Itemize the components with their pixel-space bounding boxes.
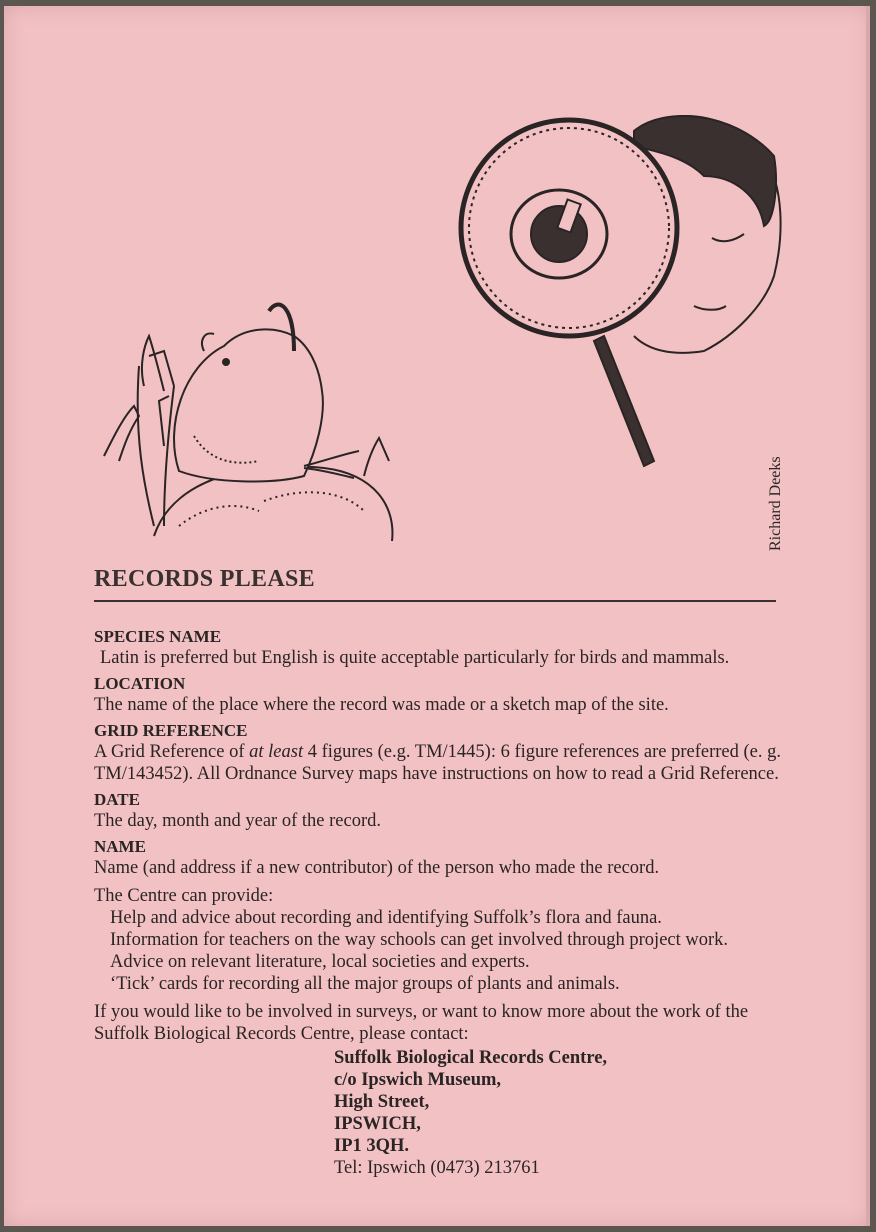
grid-text-a: A Grid Reference of [94, 742, 250, 762]
address-line: Suffolk Biological Records Centre, [334, 1048, 608, 1068]
title-rule [94, 600, 776, 602]
section-title-grid: GRID REFERENCE [94, 721, 248, 740]
address-block [334, 1047, 784, 1179]
section-text-location: The name of the place where the record was made or a sketch map of the site. [94, 695, 669, 715]
section-title-location: LOCATION [94, 674, 186, 693]
section-text-species: Latin is preferred but English is quite acceptable particularly for birds and mammals. [100, 648, 730, 668]
grid-text-emphasis: at least [249, 742, 304, 762]
contact-paragraph: If you would like to be involved in surveys, or want to know more about the work of the Suffolk Biological Records Centre, please contact: [94, 1002, 749, 1044]
section-text-grid [94, 741, 784, 785]
frog-illustration [104, 304, 392, 541]
section-text-date: The day, month and year of the record. [94, 811, 381, 831]
section-title-date: DATE [94, 790, 140, 809]
section-text-name: Name (and address if a new contributor) of the person who made the record. [94, 858, 660, 878]
records-body [94, 626, 784, 1179]
centre-item: Help and advice about recording and identifying Suffolk’s flora and fauna. [110, 908, 662, 928]
centre-item: Advice on relevant literature, local societies and experts. [110, 952, 530, 972]
section-title-name: NAME [94, 837, 146, 856]
section-title-species: SPECIES NAME [94, 627, 222, 646]
grid-text-b: 4 figures (e.g. TM/1445): 6 figure references are preferred (e. g. TM/143452). All Ordnance Survey maps have instructions on how to read a Grid Reference. [94, 742, 781, 784]
address-line: c/o Ipswich Museum, [334, 1070, 502, 1090]
address-line: IP1 3QH. [334, 1136, 410, 1156]
address-line: IPSWICH, [334, 1114, 421, 1134]
magnifier-face-illustration [461, 116, 781, 466]
address-line: High Street, [334, 1092, 430, 1112]
centre-intro: The Centre can provide: [94, 886, 274, 906]
centre-item: Information for teachers on the way schools can get involved through project work. [110, 930, 729, 950]
telephone: Tel: Ipswich (0473) 213761 [334, 1158, 540, 1178]
illustration [4, 6, 870, 566]
centre-item: ‘Tick’ cards for recording all the major groups of plants and animals. [110, 974, 620, 994]
page-title: RECORDS PLEASE [94, 566, 315, 592]
page [4, 6, 870, 1226]
illustrator-credit: Richard Deeks [767, 456, 784, 551]
